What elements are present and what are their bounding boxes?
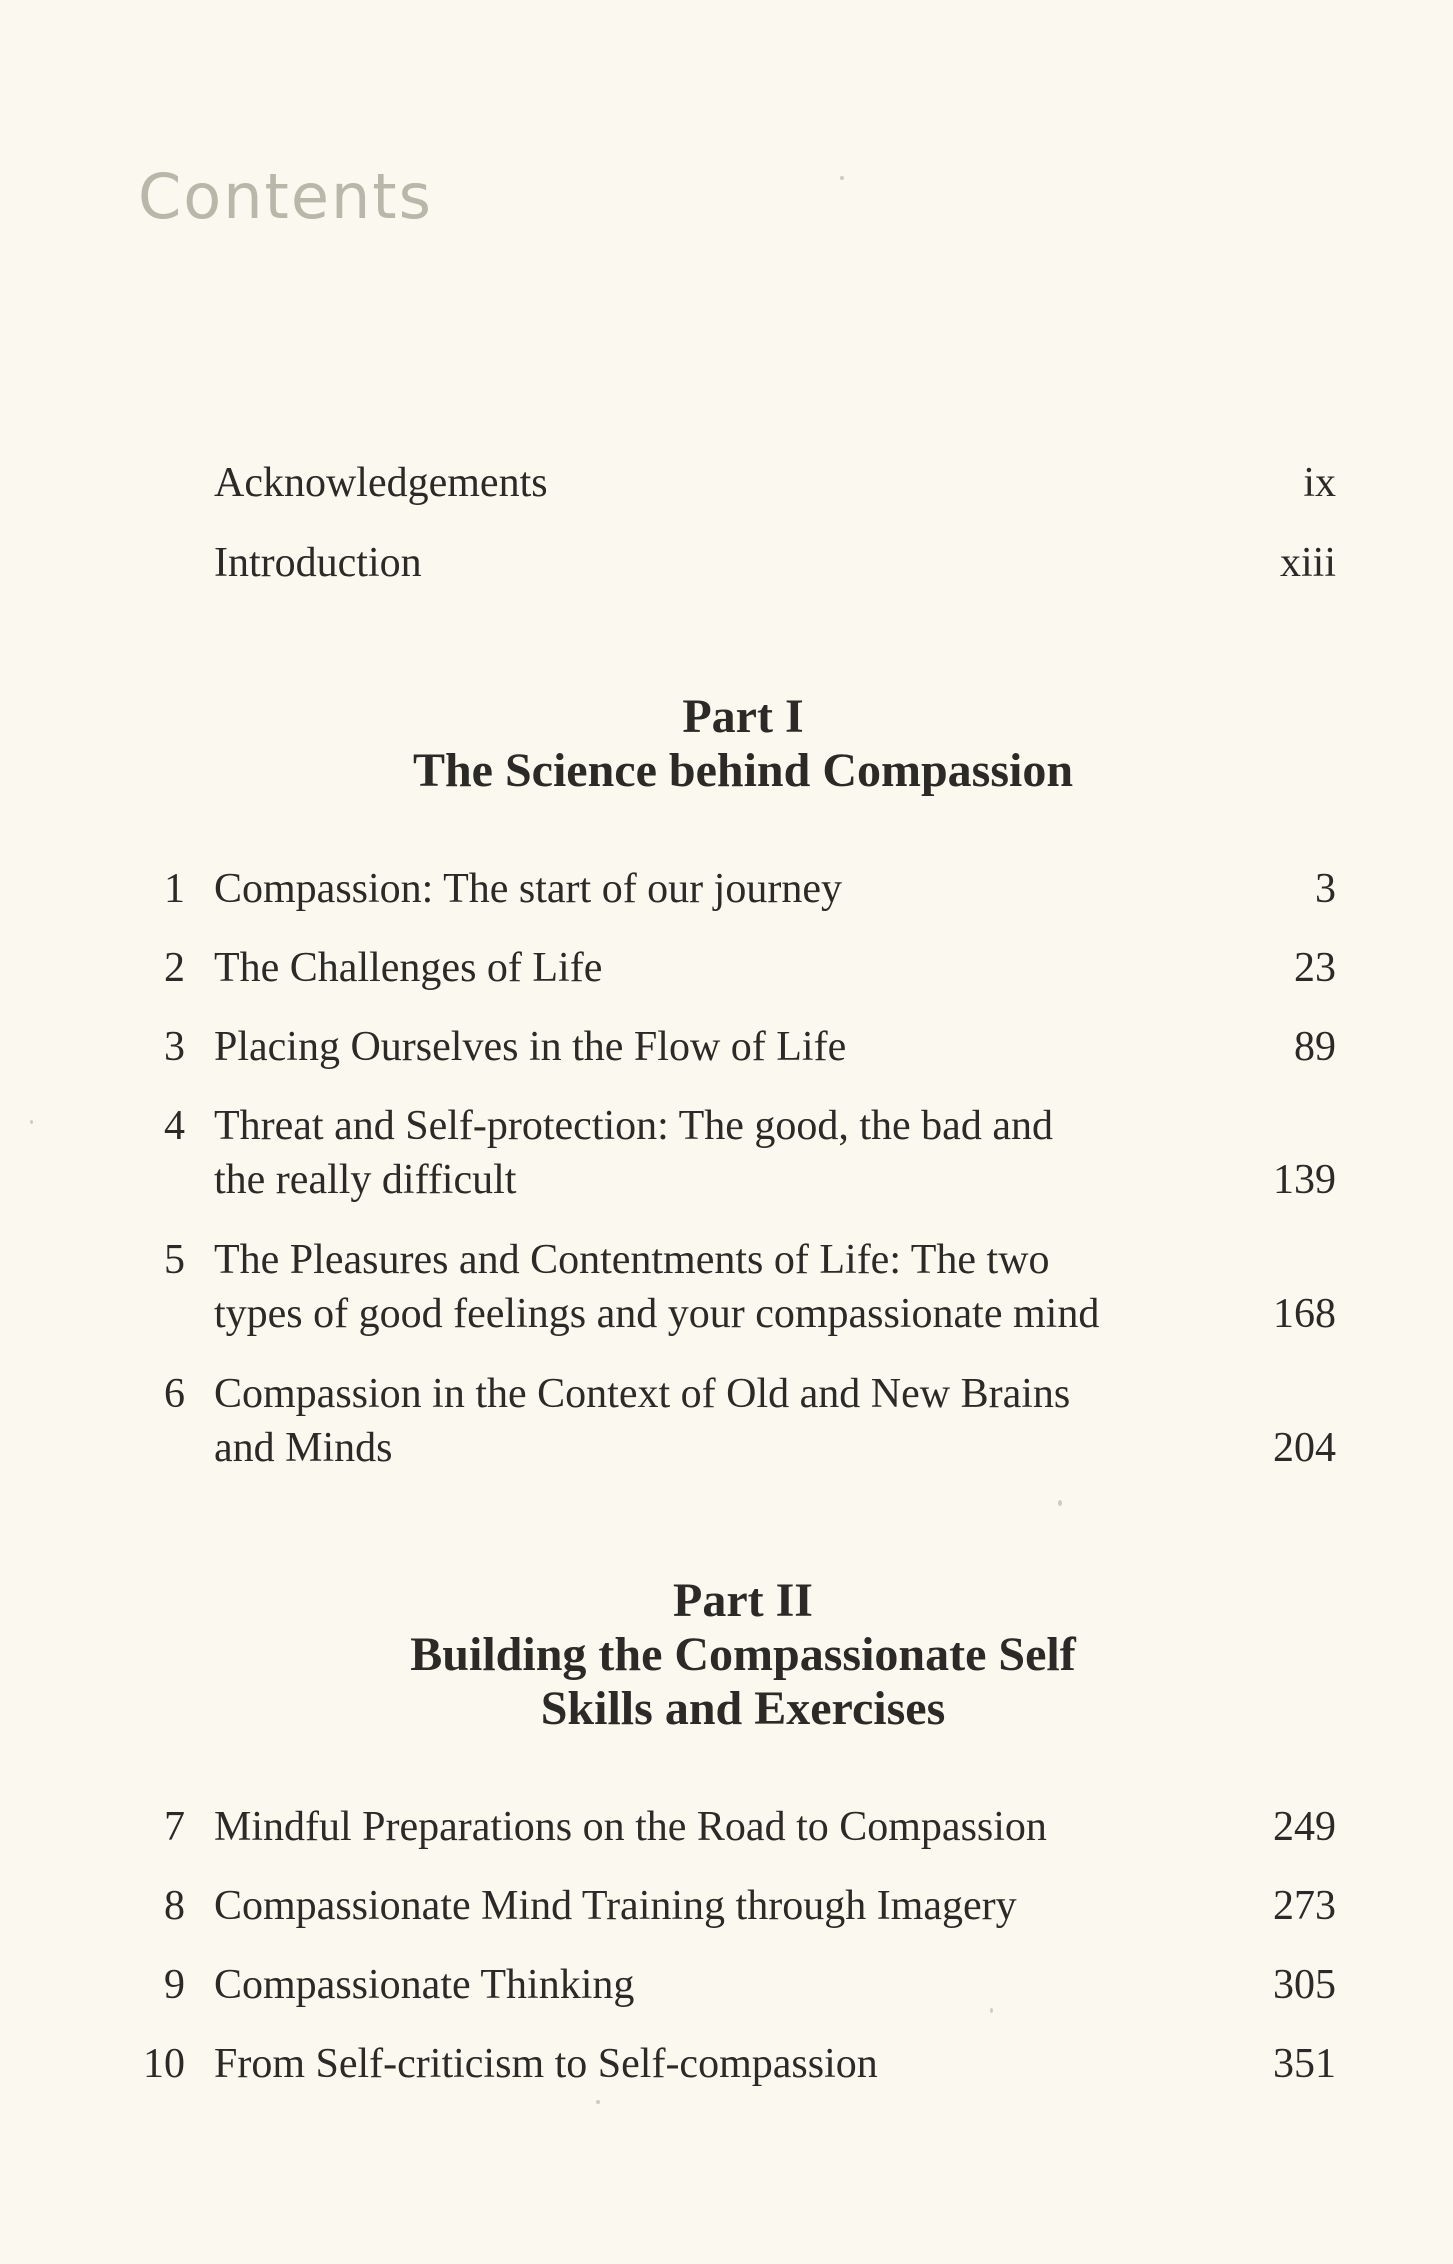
- part-heading: Skills and Exercises: [540, 1682, 946, 1735]
- toc-entry-title[interactable]: Introduction: [214, 540, 422, 586]
- chapter-title[interactable]: Compassion: The start of our journey: [214, 866, 842, 912]
- chapter-number: 7: [164, 1804, 185, 1850]
- chapter-page: 204: [1273, 1425, 1336, 1471]
- scan-speck: [990, 2008, 993, 2013]
- toc-entry-title[interactable]: Acknowledgements: [214, 460, 548, 506]
- chapter-number: 5: [164, 1237, 185, 1283]
- chapter-page: 89: [1294, 1024, 1336, 1070]
- chapter-page: 273: [1273, 1883, 1336, 1929]
- scan-speck: [840, 176, 844, 180]
- part-label: Part II: [673, 1574, 813, 1627]
- chapter-title-line[interactable]: The Pleasures and Contentments of Life: The two: [214, 1237, 1050, 1283]
- chapter-title-line[interactable]: Compassion in the Context of Old and New Brains: [214, 1371, 1071, 1417]
- toc-entry-page: ix: [1303, 460, 1336, 506]
- chapter-title-line[interactable]: the really difficult: [214, 1157, 517, 1203]
- chapter-number: 1: [164, 866, 185, 912]
- chapter-title[interactable]: Compassionate Thinking: [214, 1962, 635, 2008]
- chapter-title[interactable]: From Self-criticism to Self-compassion: [214, 2041, 878, 2087]
- chapter-number: 10: [143, 2041, 185, 2087]
- chapter-page: 139: [1273, 1157, 1336, 1203]
- chapter-title-line[interactable]: and Minds: [214, 1425, 393, 1471]
- chapter-page: 23: [1294, 945, 1336, 991]
- chapter-page: 249: [1273, 1804, 1336, 1850]
- chapter-number: 8: [164, 1883, 185, 1929]
- scan-speck: [596, 2100, 600, 2104]
- chapter-page: 168: [1273, 1291, 1336, 1337]
- chapter-number: 6: [164, 1371, 185, 1417]
- chapter-title[interactable]: The Challenges of Life: [214, 945, 603, 991]
- chapter-title-line[interactable]: types of good feelings and your compassionate mind: [214, 1291, 1100, 1337]
- part-heading: Building the Compassionate Self: [410, 1628, 1076, 1681]
- chapter-title-line[interactable]: Threat and Self-protection: The good, the bad and: [214, 1103, 1053, 1149]
- chapter-page: 351: [1273, 2041, 1336, 2087]
- toc-entry-page: xiii: [1279, 540, 1336, 586]
- chapter-number: 9: [164, 1962, 185, 2008]
- chapter-number: 2: [164, 945, 185, 991]
- part-label: Part I: [682, 690, 804, 743]
- chapter-number: 3: [164, 1024, 185, 1070]
- chapter-page: 305: [1273, 1962, 1336, 2008]
- scan-speck: [30, 1120, 33, 1124]
- part-heading: The Science behind Compassion: [412, 744, 1074, 797]
- chapter-title[interactable]: Compassionate Mind Training through Imagery: [214, 1883, 1017, 1929]
- chapter-page: 3: [1315, 866, 1336, 912]
- scan-speck: [1058, 1500, 1062, 1506]
- page-title: Contents: [138, 160, 433, 233]
- chapter-title[interactable]: Mindful Preparations on the Road to Compassion: [214, 1804, 1047, 1850]
- chapter-number: 4: [164, 1103, 185, 1149]
- chapter-title[interactable]: Placing Ourselves in the Flow of Life: [214, 1024, 847, 1070]
